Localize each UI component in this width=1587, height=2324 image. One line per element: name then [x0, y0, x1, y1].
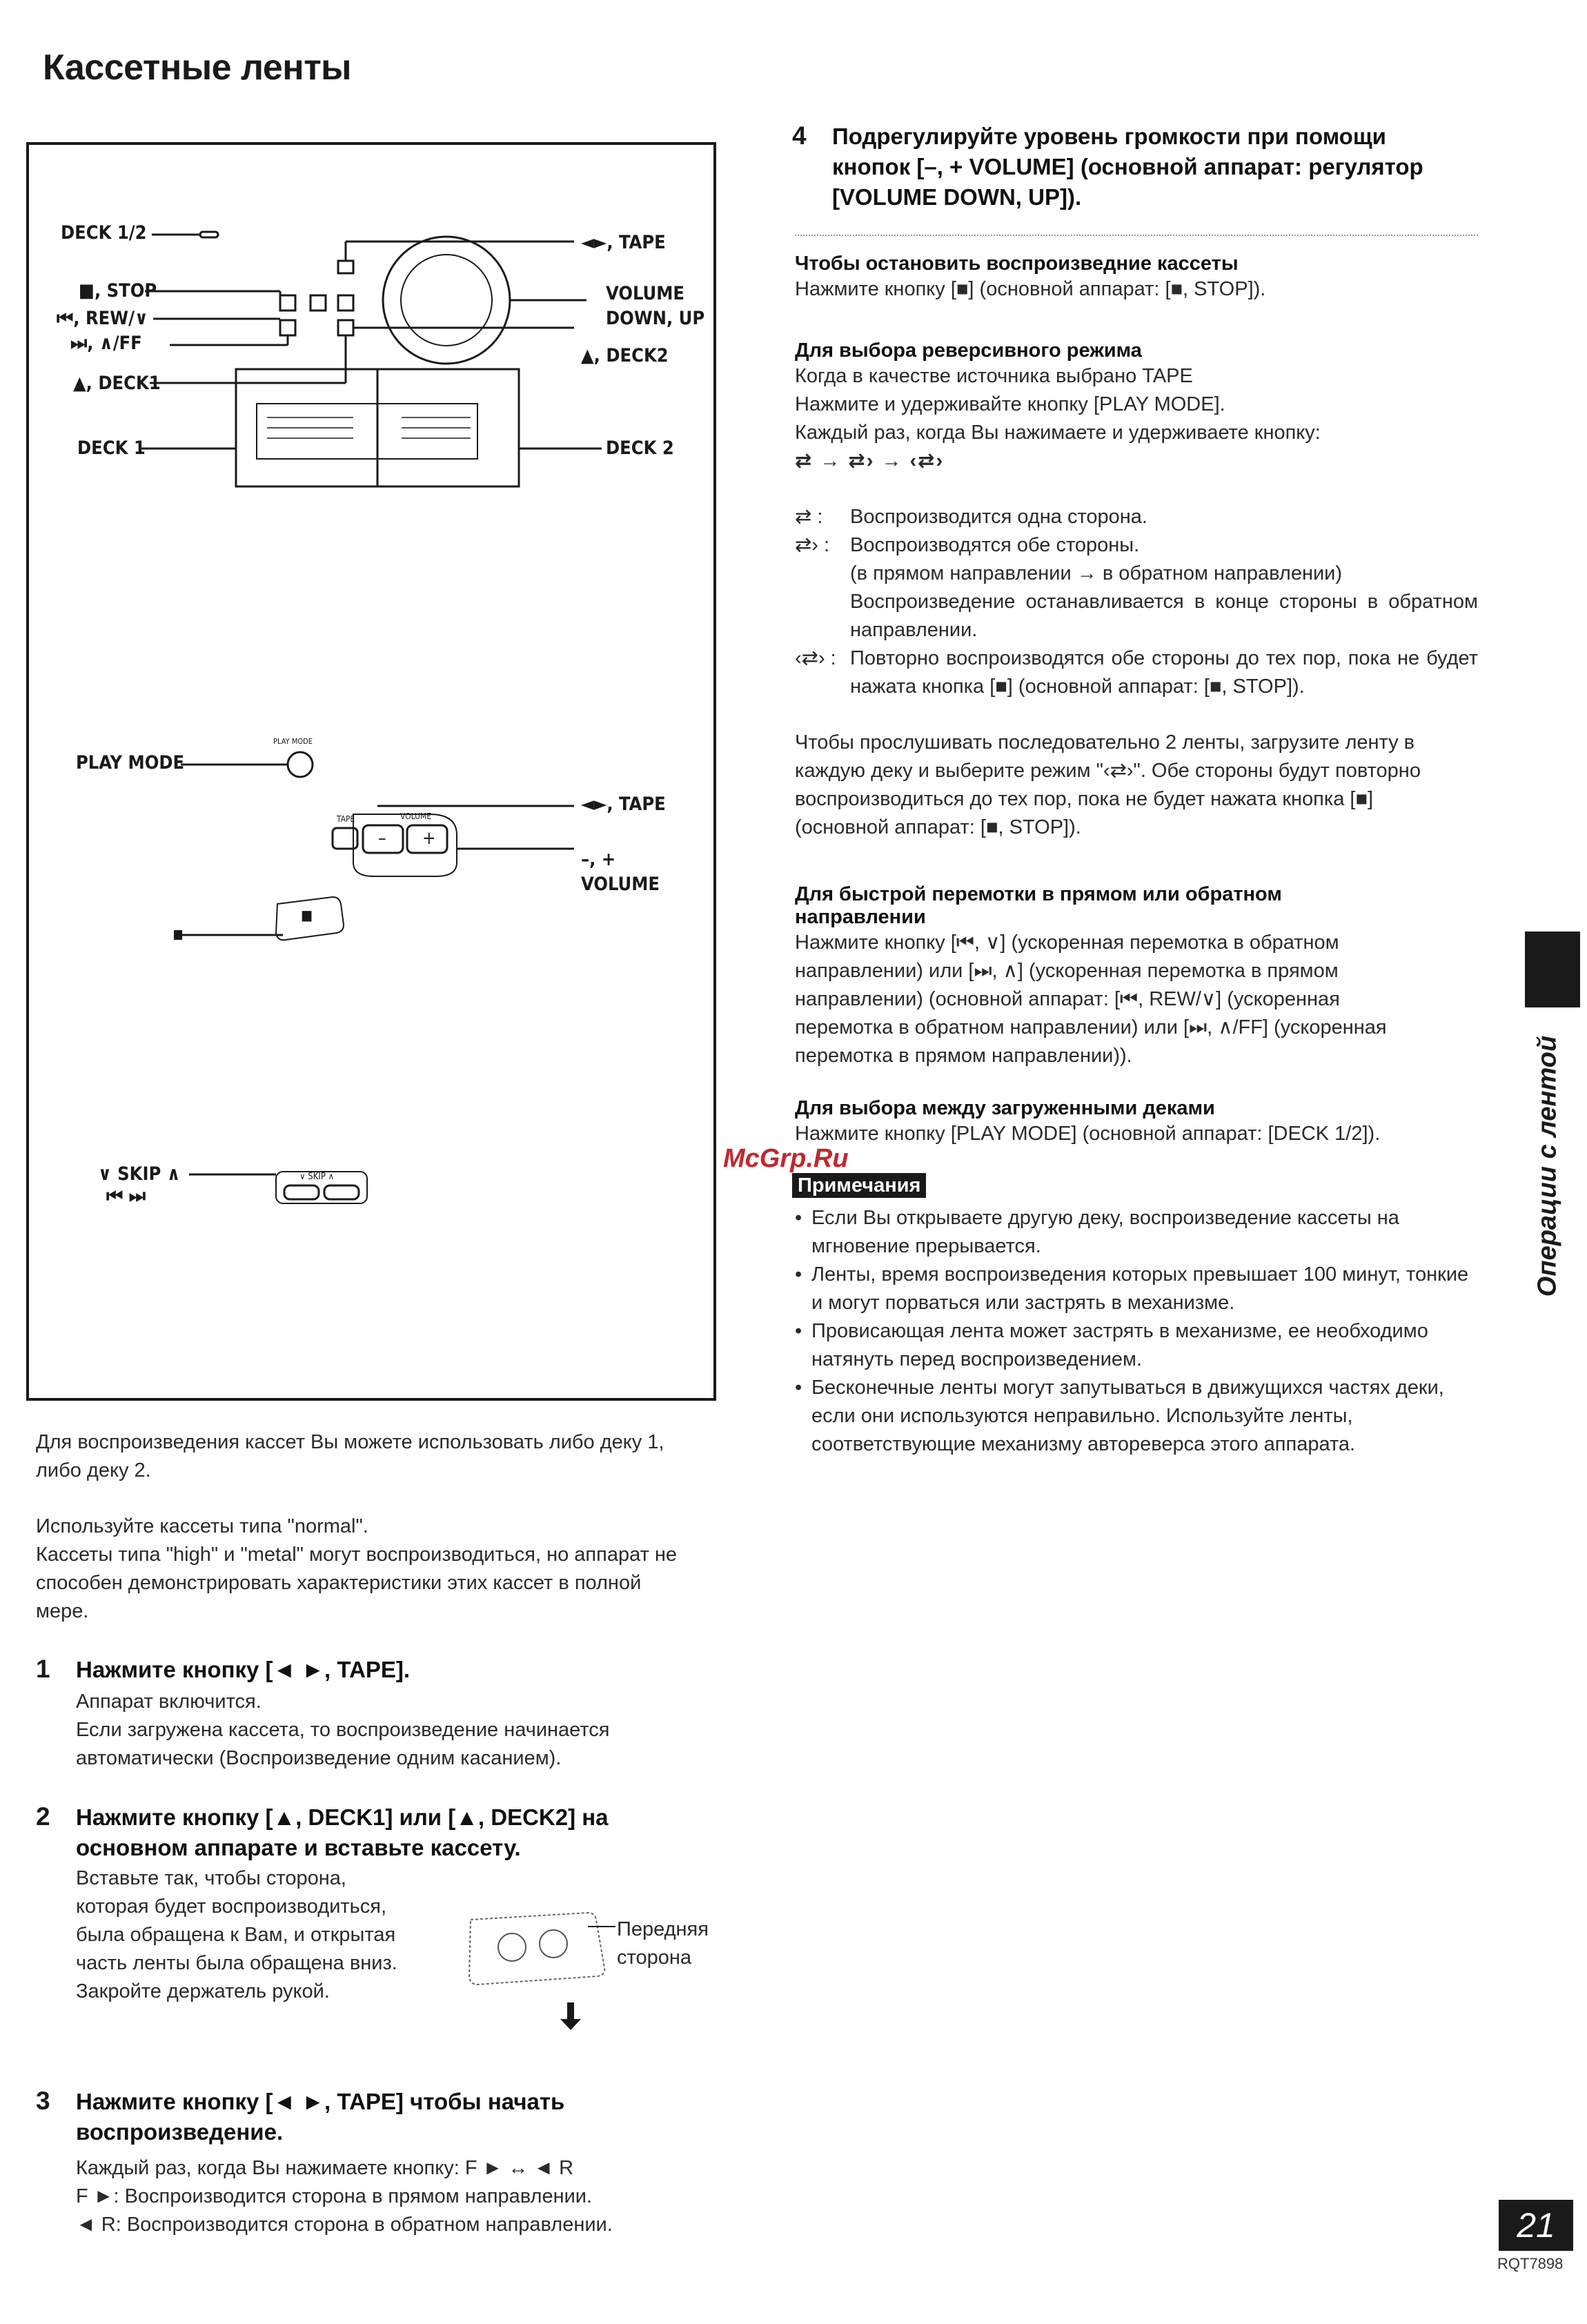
mode-both-sides	[795, 531, 1478, 644]
notes-section	[792, 1174, 1475, 1459]
intro-section	[36, 1428, 698, 1626]
step-3	[36, 2087, 698, 2239]
deck1-label: DECK 1	[77, 437, 146, 459]
step-text: Закройте держатель рукой.	[76, 1980, 330, 2002]
step-heading: Нажмите кнопку [◄ ►, TAPE].	[76, 1657, 411, 1682]
eject2-label: ▲, DECK2	[581, 345, 669, 366]
ff-label: ⏭, ∧/FF	[70, 333, 142, 354]
stop-section	[795, 253, 1478, 304]
section-text: Когда в качестве источника выбрано TAPE	[795, 365, 1193, 387]
diagram-panel	[26, 142, 716, 1401]
volume-label-1: VOLUME	[606, 283, 684, 304]
volume-label-2: DOWN, UP	[606, 308, 705, 329]
volume-knob-outer	[383, 237, 510, 364]
step-4	[792, 121, 1482, 213]
page-code: RQT7898	[1497, 2255, 1564, 2272]
skip-icons: ⏮ ⏭	[106, 1185, 146, 1207]
step-number: 3	[36, 2087, 50, 2115]
step-2	[36, 1802, 726, 2006]
deck12-label: DECK 1/2	[61, 222, 147, 244]
step-heading: Нажмите кнопку [◄ ►, TAPE] чтобы начать воспроизведение.	[76, 2089, 565, 2145]
step-text: ◄ R: Воспроизводится сторона в обратном направлении.	[76, 2214, 613, 2236]
notes-label: Примечания	[792, 1173, 926, 1198]
section-heading: Чтобы остановить воспроизведние кассеты	[795, 253, 1239, 275]
rew-label: ⏮, REW/∨	[57, 308, 148, 329]
mode-desc: Воспроизводится одна сторона.	[850, 506, 1147, 528]
remote-volume-label-2: VOLUME	[581, 874, 660, 895]
mode-desc: Повторно воспроизводятся обе стороны до тех пор, пока не будет нажата кнопка [■] (основной аппарат: [■, STOP]).	[850, 647, 1478, 698]
section-heading: Для выбора между загруженными деками	[795, 1097, 1215, 1119]
step-number: 1	[36, 1655, 50, 1683]
mode-one-side	[795, 503, 1478, 531]
intro-p2: Используйте кассеты типа "normal".	[36, 1515, 368, 1537]
play-mode-small: PLAY MODE	[273, 737, 313, 746]
step-heading: Подрегулируйте уровень громкости при помощи кнопок [–, + VOLUME] (основной аппарат: регулятор [VOLUME DOWN, UP]).	[832, 124, 1423, 210]
step-1	[36, 1655, 698, 1773]
note-item: • Бесконечные ленты могут запутываться в движущихся частях деки, если они используются неправильно. Используйте ленты, соответствующие механизму автореверса этого аппарата.	[792, 1374, 1475, 1459]
skip-small: ∨ SKIP ∧	[299, 1172, 335, 1182]
step-text: Если загружена кассета, то воспроизведение начинается автоматически (Воспроизведение одним касанием).	[76, 1719, 610, 1769]
step-text: Аппарат включится.	[76, 1691, 262, 1713]
stop-label: ■, STOP	[79, 280, 157, 302]
mode-desc: Воспроизведение останавливается в конце стороны в обратном направлении.	[850, 591, 1478, 641]
section-text: Нажмите и удерживайте кнопку [PLAY MODE].	[795, 393, 1225, 415]
cassette-window	[257, 404, 477, 459]
remote-volume-small: VOLUME	[400, 811, 432, 821]
remote-tape-label: ◄►, TAPE	[581, 794, 666, 815]
mode-sequence: ⇄ → ⇄› → ‹⇄›	[795, 450, 945, 472]
play-mode-label: PLAY MODE	[76, 752, 185, 774]
mode-desc: (в прямом направлении → в обратном направлении)	[850, 562, 1343, 584]
deck-select-section	[795, 1097, 1478, 1148]
mode-repeat	[795, 644, 1478, 701]
one-side-icon: ⇄ :	[795, 506, 823, 528]
section-text: Нажмите кнопку [PLAY MODE] (основной аппарат: [DECK 1/2]).	[795, 1123, 1381, 1145]
remote-tape-small: TAPE	[337, 814, 355, 824]
eject1-label: ▲, DECK1	[73, 373, 161, 394]
reverse-section	[795, 339, 1478, 842]
section-text: Каждый раз, когда Вы нажимаете и удерживаете кнопку:	[795, 422, 1321, 444]
skip-label: ∨ SKIP ∧	[98, 1163, 181, 1185]
intro-p3: Кассеты типа "high" и "metal" могут воспроизводиться, но аппарат не способен демонстрировать характеристики этих кассет в полной мере.	[36, 1544, 678, 1622]
step-heading: Нажмите кнопку [▲, DECK1] или [▲, DECK2] на основном аппарате и вставьте кассету.	[76, 1804, 609, 1860]
note-item: • Если Вы открываете другую деку, воспроизведение кассеты на мгновение прерывается.	[792, 1204, 1475, 1261]
side-tab-label	[1503, 1021, 1587, 1311]
page-number: 21	[1499, 2200, 1573, 2251]
tape-label: ◄►, TAPE	[581, 232, 666, 253]
section-text: Нажмите кнопку [⏮, ∨] (ускоренная перемотка в обратном направлении) или [⏭, ∧] (ускоренная перемотка в прямом направлении) (основной аппарат: [⏮, REW/∨] (ускоренная перемотка в обратном направлении) или [⏭, ∧/FF] (ускоренная перемотка в прямом направлении)).	[795, 932, 1387, 1067]
step-text: Вставьте так, чтобы сторона, которая будет воспроизводиться, была обращена к Вам, и открытая часть ленты была обращена вниз.	[76, 1867, 397, 1974]
remote-volume-label-1: –, +	[581, 849, 616, 870]
front-side-label: Передняя сторона	[617, 1918, 709, 1969]
repeat-icon: ‹⇄› :	[795, 647, 836, 669]
deck2-label: DECK 2	[606, 437, 674, 459]
step-text: F ►: Воспроизводится сторона в прямом направлении.	[76, 2185, 593, 2207]
ff-section	[795, 883, 1478, 1070]
section-text: Чтобы прослушивать последовательно 2 ленты, загрузите ленту в каждую деку и выберите режим "‹⇄›". Обе стороны будут повторно воспроизводиться до тех пор, пока не будет нажата кнопка [■] (основной аппарат: [■, STOP]).	[795, 731, 1421, 838]
section-heading: Для выбора реверсивного режима	[795, 339, 1142, 362]
side-tab-text: Операции с лентой	[1532, 1035, 1562, 1297]
page-title: Кассетные ленты	[43, 48, 352, 88]
section-text: Нажмите кнопку [■] (основной аппарат: [■, STOP]).	[795, 278, 1266, 300]
intro-p1: Для воспроизведения кассет Вы можете использовать либо деку 1, либо деку 2.	[36, 1431, 664, 1481]
step-text: Каждый раз, когда Вы нажимаете кнопку: F ► ↔ ◄ R	[76, 2157, 574, 2179]
mode-desc: Воспроизводятся обе стороны.	[850, 534, 1140, 556]
step-number: 4	[792, 121, 807, 150]
cassette-insert-illustration	[450, 1899, 629, 2030]
notes-list	[792, 1204, 1475, 1459]
note-item: • Провисающая лента может застрять в механизме, ее необходимо натянуть перед воспроизведением.	[792, 1317, 1475, 1374]
remote-plus: +	[422, 828, 436, 849]
remote-stop-small: ■	[301, 907, 313, 923]
divider	[795, 235, 1478, 236]
remote-minus: –	[378, 828, 386, 849]
both-sides-icon: ⇄› :	[795, 534, 830, 556]
note-item: • Ленты, время воспроизведения которых превышает 100 минут, тонкие и могут порваться или застрять в механизме.	[792, 1261, 1475, 1317]
section-heading: Для быстрой перемотки в прямом или обратном направлении	[795, 883, 1282, 928]
tape-button-shape	[338, 261, 353, 273]
watermark: McGrp.Ru	[723, 1144, 849, 1173]
volume-knob-inner	[401, 255, 492, 346]
step-number: 2	[36, 1802, 50, 1831]
side-tab-marker	[1525, 932, 1580, 1007]
